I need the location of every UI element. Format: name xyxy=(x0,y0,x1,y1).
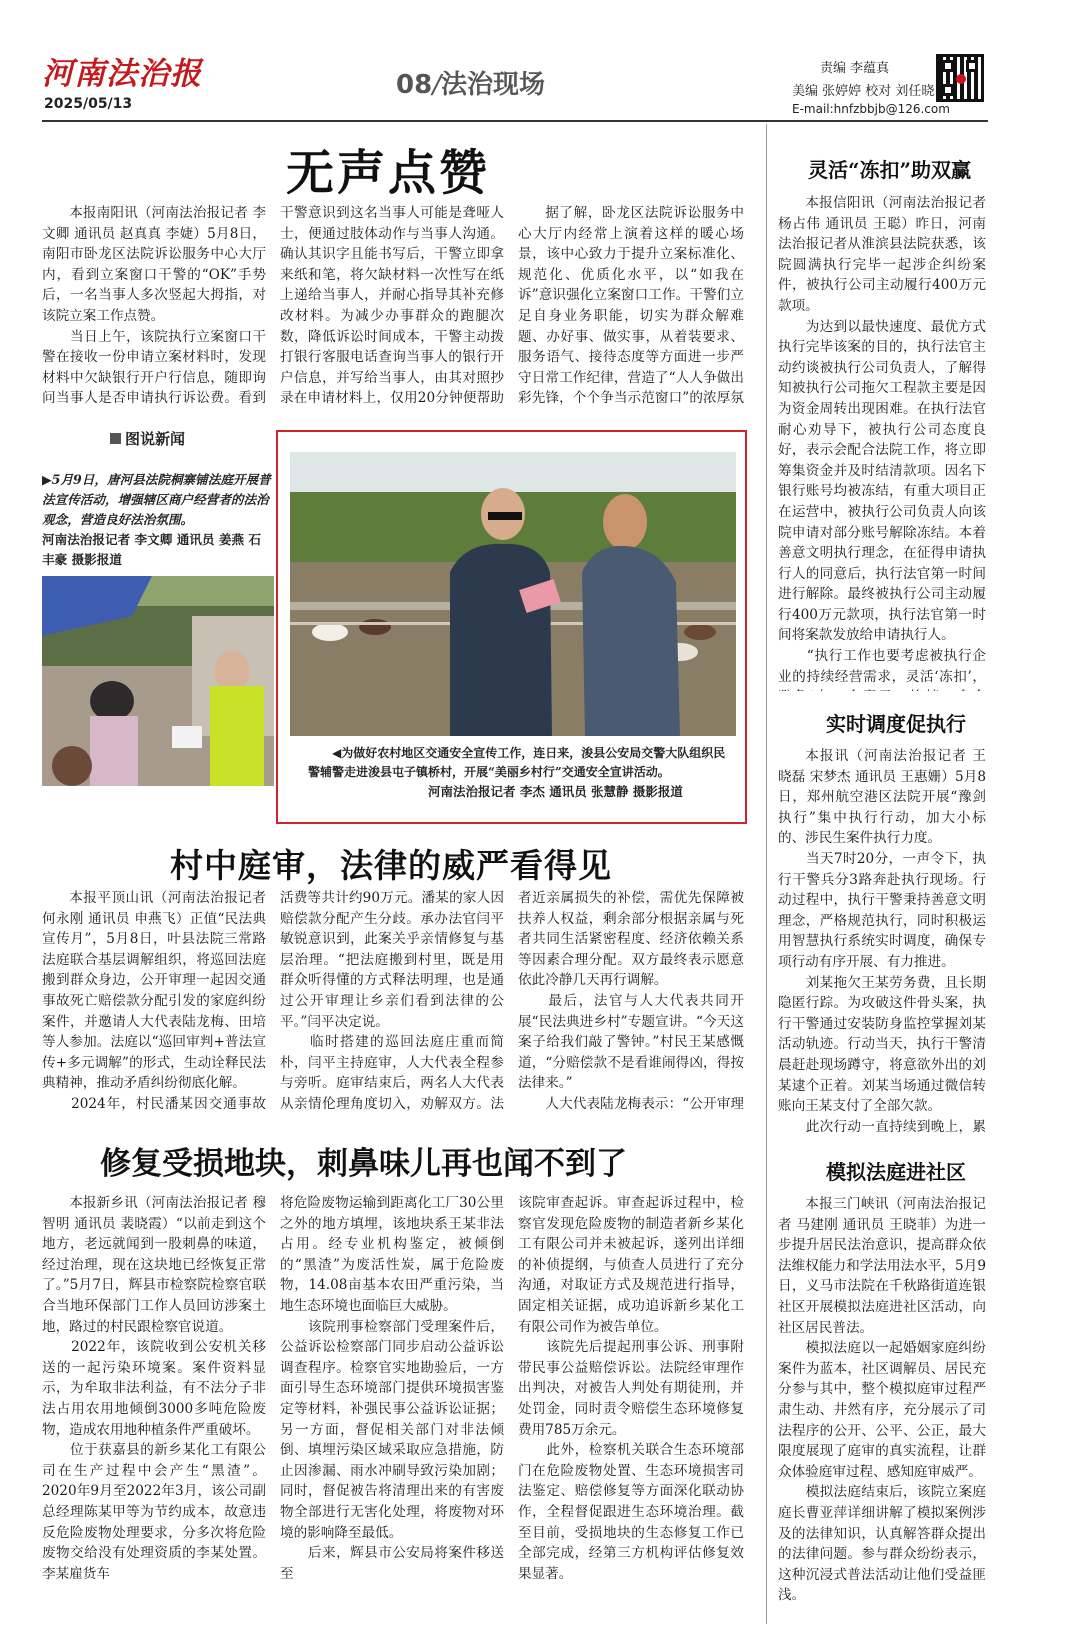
photo-caption-right: ◀为做好农村地区交通安全宣传工作，连日来，浚县公安局交警大队组织民警辅警走进浚县屯子镇桥村，开展“美丽乡村行”交通安全宣讲活动。 xyxy=(308,746,726,779)
sidebar-article-title: 灵活“冻扣”助双赢 xyxy=(808,158,972,182)
sidebar-article-text: 本报讯（河南法治报记者 王晓磊 宋梦杰 通讯员 王惠姗）5月8日，郑州航空港区法院开展“豫剑执行”集中执行行动，加大小标的、涉民生案件执行力度。 当天7时20分，一声令下，执行干警兵分3路奔赴执行现场。行动过程中，执行干警秉持善意文明理念，严格规范执行，同时积极运用智慧执行系统实时调度，确保专项行动有序开展、有力推进。 刘某拖欠王某劳务费，且长期隐匿行踪。为攻破这件骨头案，执行干警通过安装防身监控掌握刘某活动轨迹。行动当天，执行干警清晨赶赴现场蹲守，将意欲外出的刘某逮个正着。刘某当场通过微信转账向王某支付了全部欠款。 此次行动一直持续到晚上，累 xyxy=(778,748,986,1135)
masthead xyxy=(0,0,1080,120)
article-title: 修复受损地块，刺鼻味儿再也闻不到了 xyxy=(100,1146,627,1182)
newspaper-logo: 河南法治报 xyxy=(42,56,202,92)
page-header: 08/法治现场 xyxy=(396,70,545,100)
page-number: 08 xyxy=(396,70,433,100)
photo-ranch-interview xyxy=(290,452,736,736)
article-text-column: 本报平顶山讯（河南法治报记者 何永刚 通讯员 申燕飞）正值“民法典宣传月”，5月8日，叶县法院三常路法庭联合基层调解组织，将巡回法庭搬到群众身边，公开审理一起因交通事故死亡赔偿款分配引发的家庭纠纷案件，并邀请人大代表陆龙梅、田培等人参加。法庭以“巡回审判+普法宣传+多元调解”的形式，生动诠释民法典精神，推动矛盾纠纷彻底化解。 2024年，村民潘某因交通事故 xyxy=(42,890,266,1112)
photo-news-section-label: 图说新闻 xyxy=(110,428,185,449)
article-text-column: 据了解，卧龙区法院诉讼服务中心大厅内经常上演着这样的暖心场景，该中心致力于提升立案标准化、规范化、优质化水平，以“如我在诉”意识强化立案窗口工作。干警们立足自身业务职能，切实为群众解难题、办好事、做实事，从着装要求、服务语气、接待态度等方面进一步严守日常工作纪律，营造了“人人争做出彩先锋，个个争当示范窗口”的浓厚氛 xyxy=(518,205,744,407)
article-text-column: 本报新乡讯（河南法治报记者 穆智明 通讯员 裴晓霞）“以前走到这个地方，老远就闻到一股刺鼻的味道，经过治理，现在这块地已经恢复正常了。”5月7日，辉县市检察院检察官联合当地环保部门工作人员回访涉案土地，路过的村民跟检察官说道。 2022年，该院收到公安机关移送的一起污染环境案。案件资料显示，为牟取非法利益，有不法分子非法占用农用地倾倒3000多吨危险废物，造成农用地种植条件严重破坏。 位于获嘉县的新乡某化工有限公司在生产过程中会产生“黑渣”。2020年9月至2022年3月，该公司副总经理陈某甲等为节约成本，故意违反危险废物处理要求，分多次将危险废物交给没有处理资质的李某处置。李某雇货车 xyxy=(42,1195,266,1582)
article-text-column: 本报南阳讯（河南法治报记者 李文卿 通讯员 赵真真 李婕）5月8日，南阳市卧龙区法院诉讼服务中心大厅内，看到立案窗口干警的“OK”手势后，一名当事人多次竖起大拇指，对该院立案工作点赞。 当日上午，该院执行立案窗口干警在接收一份申请立案材料时，发现材料中欠缺银行开户行信息，随即询问当事人是否申请执行诉讼费。看到 xyxy=(42,205,266,407)
photo-caption-left: ▶5月9日，唐河县法院桐寨铺法庭开展普法宣传活动，增强辖区商户经营者的法治观念，营造良好法治氛围。 xyxy=(42,472,271,527)
article-text-column: 该院审查起诉。审查起诉过程中，检察官发现危险废物的制造者新乡某化工有限公司并未被起诉，遂列出详细的补侦提纲，与侦查人员进行了充分沟通，对取证方式及规范进行指导，固定相关证据，成功追诉新乡某化工有限公司作为被告单位。 该院先后提起刑事公诉、刑事附带民事公益赔偿诉讼。法院经审理作出判决，对被告人判处有期徒刑，并处罚金，同时责令赔偿生态环境修复费用785万余元。 此外，检察机关联合生态环境部门在危险废物处置、生态环境损害司法鉴定、赔偿修复等方面深化联动协作，全程督促跟进生态环境治理。截至目前，受损地块的生态修复工作已全部完成，经第三方机构评估修复效果显著。 xyxy=(518,1195,744,1582)
article-title: 无声点赞 xyxy=(286,145,491,201)
masthead-rule xyxy=(42,120,988,122)
sidebar-divider xyxy=(766,124,767,1624)
article-text-column: 活费等共计约90万元。潘某的家人因赔偿款分配产生分歧。承办法官闫平敏锐意识到，此案关乎亲情修复与基层治理。“把法庭搬到村里，既是用群众听得懂的方式释法明理，也是通过公开审理让乡亲们看到法律的公平。”闫平决定说。 临时搭建的巡回法庭庄重而简朴，闫平主持庭审，人大代表全程参与旁听。庭审结束后，两名人大代表从亲情伦理角度切入，劝解双方。法 xyxy=(280,890,504,1112)
article-text-column: 者近亲属损失的补偿，需优先保障被扶养人权益，剩余部分根据亲属与死者共同生活紧密程度、经济依赖关系等因素合理分配。双方最终表示愿意依此冷静几天再行调解。 最后，法官与人大代表共同开展“民法典进乡村”专题宣讲。“今天这案子给我们敲了警钟。”村民王某感慨道，“分赔偿款不是看谁闹得凶，得按法律来。” 人大代表陆龙梅表示：“公开审理 xyxy=(518,890,744,1112)
photo-credit-left: 河南法治报记者 李文卿 通讯员 姜燕 石丰豪 摄影报道 xyxy=(42,532,262,567)
sidebar-article-text: 本报三门峡讯（河南法治报记者 马建刚 通讯员 王晓菲）为进一步提升居民法治意识，提高群众依法维权能力和学法用法水平，5月9日，义马市法院在千秋路街道连银社区开展模拟法庭进社区活动，向社区居民普法。 模拟法庭以一起婚姻家庭纠纷案件为蓝本，社区调解员、居民充分参与其中，整个模拟庭审过程严肃生动、井然有序，充分展示了司法程序的公开、公平、公正，最大限度展现了庭审的真实流程，让群众体验庭审过程、感知庭审威严。 模拟法庭结束后，该院立案庭庭长曹亚萍详细讲解了模拟案例涉及的法律知识，认真解答群众提出的法律问题。参与群众纷纷表示，这种沉浸式普法活动让他们受益匪浅。 xyxy=(778,1196,986,1604)
issue-date: 2025/05/13 xyxy=(44,96,133,112)
page-section-title: 法治现场 xyxy=(440,70,545,100)
sidebar-article-text: 本报信阳讯（河南法治报记者 杨占伟 通讯员 王聪）昨日，河南法治报记者从淮滨县法院获悉，该院圆满执行完毕一起涉企纠纷案件，被执行公司主动履行400万元款项。 为达到以最快速度、最优方式执行完毕该案的目的，执行法官主动约谈被执行公司负责人，了解得知被执行公司拖欠工程款主要是因为资金周转出现困难。在执行法官耐心劝导下，被执行公司态度良好，表示会配合法院工作，将立即筹集资金并及时结清款项。因名下银行账号均被冻结，有重大项目正在运营中，被执行公司负责人向该院申请对部分账号解除冻结。本着善意文明执行理念，在征得申请执行人的同意后，执行法官第一时间进行解除。最终被执行公司主动履行400万元款项，执行法官第一时间将案款发放给申请执行人。 “执行工作也要考虑被执行企业的持续经营需求，灵活‘冻扣’， xyxy=(778,195,986,685)
article-title: 村中庭审，法律的威严看得见 xyxy=(170,846,612,885)
sidebar-article-title: 模拟法庭进社区 xyxy=(826,1160,966,1184)
qr-code-icon xyxy=(936,54,984,102)
sidebar-article-title: 实时调度促执行 xyxy=(826,712,966,736)
article-text-column: 将危险废物运输到距离化工厂30公里之外的地方填埋，该地块系王某非法占用。经专业机构鉴定，被倾倒的“黑渣”为废活性炭，属于危险废物，14.08亩基本农田严重污染，当地生态环境也面临巨大威胁。 该院刑事检察部门受理案件后，公益诉讼检察部门同步启动公益诉讼调查程序。检察官实地勘验后，一方面引导生态环境部门提供环境损害鉴定等材料，补强民事公益诉讼证据；另一方面，督促相关部门对非法倾倒、填埋污染区域采取应急措施，防止因渗漏、雨水冲刷导致污染加剧；同时，督促被告将清理出来的有害废物全部进行无害化处理，将废物对环境的影响降至最低。 后来，辉县市公安局将案件移送至 xyxy=(280,1195,504,1582)
email-contact: E-mail:hnfzbbjb@126.com xyxy=(792,102,950,116)
article-text-column: 干警意识到这名当事人可能是聋哑人士，便通过肢体动作与当事人沟通。确认其识字且能书写后，干警立即拿来纸和笔，将欠缺材料一次性写在纸上递给当事人，并耐心指导其补充修改材料。为减少办事群众的跑腿次数，降低诉讼时间成本，干警主动拨打银行客服电话查询当事人的银行开户信息，并写给当事人，由其对照抄录在申请材料上，仅用20分钟便帮助 xyxy=(280,205,504,407)
editor-credit: 责编 李蕴真 xyxy=(820,61,890,76)
photo-traffic-police xyxy=(42,576,274,786)
art-proof-credit: 美编 张婷婷 校对 刘任晓 xyxy=(792,84,935,99)
photo-credit-right: 河南法治报记者 李杰 通讯员 张慧静 摄影报道 xyxy=(428,784,683,799)
